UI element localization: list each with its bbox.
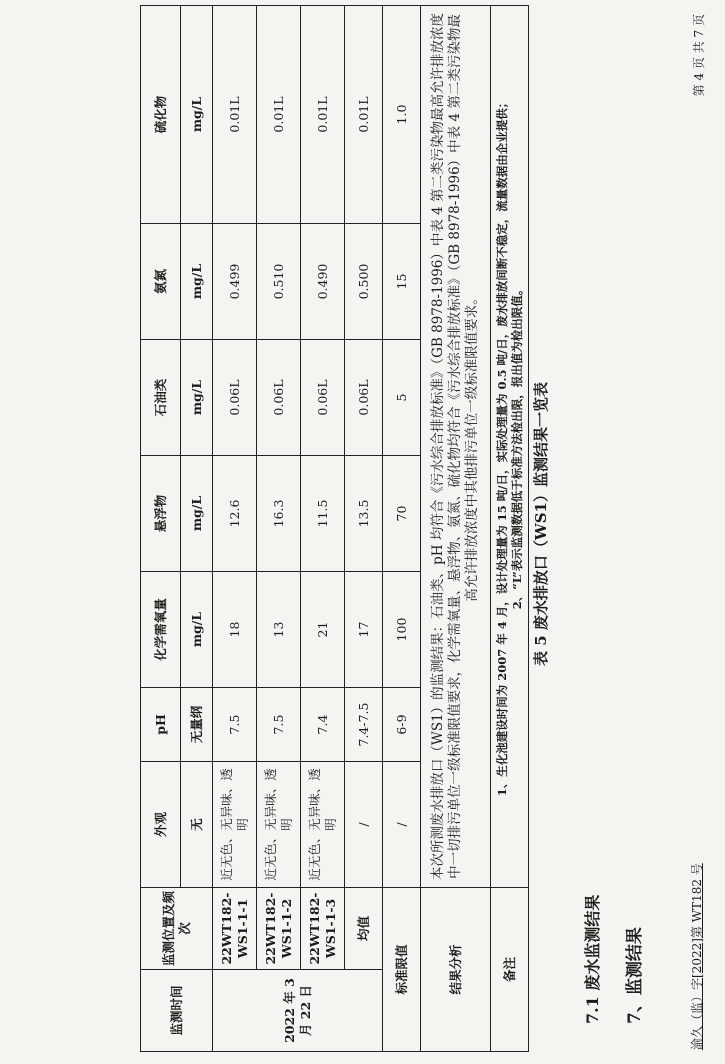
row-appearance: 近无色、无异味、透明 [301,762,345,888]
page-number: 第 4 页 共 7 页 [692,14,706,97]
limit-ph: 6-9 [383,688,421,762]
analysis-row [421,6,491,1052]
header-ss: 悬浮物 [141,456,181,572]
mean-label: 均值 [345,888,383,970]
mean-ph: 7.4-7.5 [345,688,383,762]
row-ss: 12.6 [213,456,257,572]
header-oil: 石油类 [141,340,181,456]
row-location: 22WT182-WS1-1-2 [257,888,301,970]
notes-cell [491,6,529,888]
limit-ss: 70 [383,456,421,572]
row-ss: 16.3 [257,456,301,572]
table-row [301,6,345,1052]
row-nh3n: 0.490 [301,224,345,340]
header-location: 监测位置及频次 [141,888,213,970]
note-1: 1、生化池建设时间为 2007 年 4 月，设计处理量为 15 吨/日，实际处理量为 0.5 吨/日，废水排放间断不稳定，流量数据由企业提供； [495,96,510,797]
limit-oil: 5 [383,340,421,456]
header-time: 监测时间 [141,970,213,1052]
unit-appearance: 无 [181,762,213,888]
notes-label: 备注 [491,888,529,1052]
mean-row [345,6,383,1052]
mean-nh3n: 0.500 [345,224,383,340]
unit-ss: mg/L [181,456,213,572]
table-caption: 表 5 废水排放口（WS1）监测结果一览表 [532,382,550,666]
row-sulfide: 0.01L [301,6,345,224]
row-oil: 0.06L [301,340,345,456]
row-cod: 13 [257,572,301,688]
row-appearance: 近无色、无异味、透明 [213,762,257,888]
row-appearance: 近无色、无异味、透明 [257,762,301,888]
limit-sulfide: 1.0 [383,6,421,224]
unit-oil: mg/L [181,340,213,456]
row-cod: 21 [301,572,345,688]
header-row [141,6,181,1052]
row-nh3n: 0.510 [257,224,301,340]
note-2: 2、“L”表示监测数据低于标准方法检出限，报出值为检出限值。 [509,283,524,610]
limit-appearance: / [383,762,421,888]
row-oil: 0.06L [213,340,257,456]
header-ph: pH [141,688,181,762]
limit-row [383,6,421,1052]
mean-sulfide: 0.01L [345,6,383,224]
limit-nh3n: 15 [383,224,421,340]
unit-sulfide: mg/L [181,6,213,224]
notes-row [491,6,529,1052]
analysis-text: 本次所测废水排放口（WS1）的监测结果：石油类、pH 均符合《污水综合排放标准》（GB 8978-1996）中表 4 第二类污染物最高允许排放浓度中一切排污单位一级标准限值要求，化学需氧量、悬浮物、氨氮、硫化物均符合《污水综合排放标准》（GB 8978-1996）中表 4 第二类污染物最高允许排放浓度中其他排污单位一级标准限值要求。 [421,6,491,888]
mean-cod: 17 [345,572,383,688]
subsection-heading: 7.1 废水监测结果 [583,894,602,1024]
table-row [257,6,301,1052]
header-nh3n: 氨氮 [141,224,181,340]
mean-appearance: / [345,762,383,888]
row-nh3n: 0.499 [213,224,257,340]
row-location: 22WT182-WS1-1-3 [301,888,345,970]
section-heading: 7、监测结果 [625,927,645,1024]
mean-ss: 13.5 [345,456,383,572]
header-cod: 化学需氧量 [141,572,181,688]
mean-oil: 0.06L [345,340,383,456]
unit-nh3n: mg/L [181,224,213,340]
limit-cod: 100 [383,572,421,688]
wastewater-results-table [140,5,529,1052]
monitoring-date: 2022 年 3 月 22 日 [213,970,383,1052]
row-ph: 7.5 [213,688,257,762]
row-location: 22WT182-WS1-1-1 [213,888,257,970]
header-appearance: 外观 [141,762,181,888]
limit-label: 标准限值 [383,888,421,1052]
analysis-label: 结果分析 [421,888,491,1052]
table-row [213,6,257,1052]
row-ph: 7.4 [301,688,345,762]
unit-cod: mg/L [181,572,213,688]
row-sulfide: 0.01L [213,6,257,224]
row-oil: 0.06L [257,340,301,456]
row-ss: 11.5 [301,456,345,572]
row-sulfide: 0.01L [257,6,301,224]
unit-ph: 无量纲 [181,688,213,762]
row-ph: 7.5 [257,688,301,762]
header-sulfide: 硫化物 [141,6,181,224]
row-cod: 18 [213,572,257,688]
report-number: 渝久（监）字[2022]第 WT182 号 [690,863,704,1050]
